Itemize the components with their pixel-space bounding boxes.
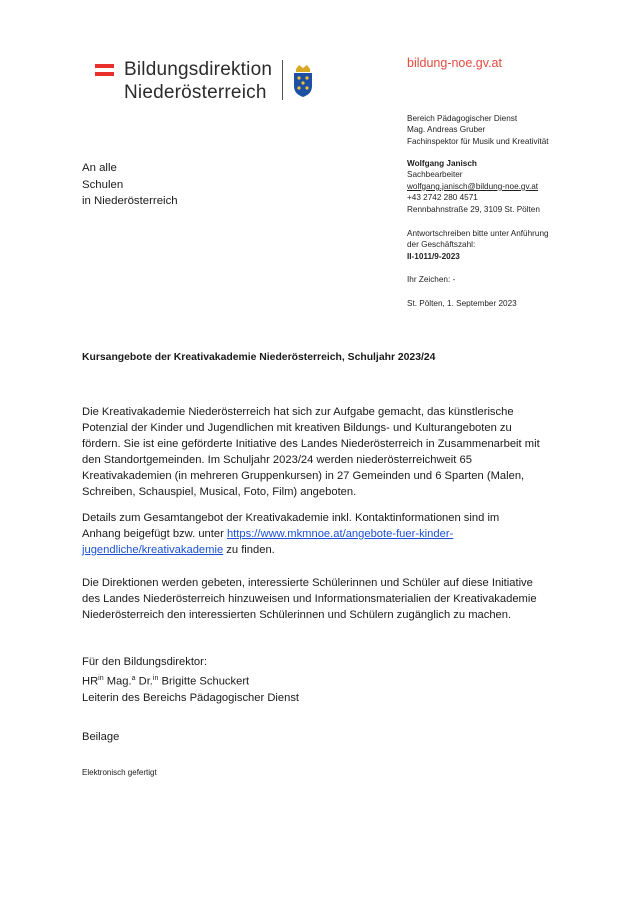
sender-department: Bereich Pädagogischer Dienst [407,114,518,123]
signatory-surname: Brigitte Schuckert [158,675,250,688]
body-line: Die Kreativakademie Niederösterreich hat sich zur Aufgabe gemacht, das künstlerische [82,406,514,418]
contact-block [407,158,540,215]
body-line: Schreiben, Schauspiel, Musical, Foto, Film) angeboten. [82,486,357,498]
kreativakademie-link[interactable]: https://www.mkmnoe.at/angebote-fuer-kinder- [226,528,454,540]
addressee-line: Schulen [82,178,124,191]
reply-line2: der Geschäftszahl: [407,240,476,250]
letter-date: St. Pölten, 1. September 2023 [407,299,517,308]
contact-phone: +43 2742 280 4571 [407,193,478,203]
electronic-signature-note: Elektronisch gefertigt [82,768,157,777]
body-line: fördern. Sie ist eine geförderte Initiative des Landes Niederösterreich in Zusammenarbeit mit [82,438,540,450]
body-line: Potenzial der Kinder und Jugendlichen mit kreativen Bildungs- und Kulturangeboten zu [82,422,512,434]
contact-role: Sachbearbeiter [407,170,463,180]
signatory-name [82,671,299,690]
signatory-role: Leiterin des Bereichs Pädagogischer Dienst [82,692,300,705]
sender-role: Fachinspektor für Musik und Kreativität [407,136,549,146]
body-line: Details zum Gesamtangebot der Kreativakademie inkl. Kontaktinformationen sind im [82,512,500,524]
reference-number: II-1011/9-2023 [407,251,460,261]
addressee-line: in Niederösterreich [82,195,178,207]
body-line [82,526,562,542]
logo-divider [282,60,283,100]
body-text: zu finden. [223,544,275,556]
body-line: des Landes Niederösterreich hinzuweisen und Informationsmaterialien der Kreativakademie [82,593,537,605]
title-sup: in [152,674,159,682]
title-dr: Dr. [135,675,153,688]
body-paragraph-1 [82,404,562,500]
body-paragraph-2 [82,510,562,558]
sender-block [407,113,549,147]
body-line: Niederösterreich den interessierten Schülerinnen und Schülern zugänglich zu machen. [82,609,512,621]
logo-subtitle: Niederösterreich [124,82,267,103]
title-hr: HR [82,675,99,688]
subject-line: Kursangebote der Kreativakademie Niederösterreich, Schuljahr 2023/24 [82,352,436,363]
body-line: Kreativakademien (in mehreren Gruppenkursen) in 27 Gemeinden und 6 Sparten (Malen, [82,470,525,482]
logo-flag-icon [95,64,114,76]
body-paragraph-3 [82,575,562,623]
reply-line1: Antwortschreiben bitte unter Anführung [407,229,549,238]
title-mag: Mag. [103,675,132,688]
signature-intro: Für den Bildungsdirektor: [82,656,207,668]
coat-of-arms-icon [292,62,314,98]
addressee-line: An alle [82,162,117,174]
title-sup: in [98,674,104,682]
enclosure-label: Beilage [82,731,120,743]
signature-block [82,654,299,707]
body-line: den Standortgemeinden. Im Schuljahr 2023/24 werden niederösterreichweit 65 [82,454,472,466]
contact-name: Wolfgang Janisch [407,159,477,168]
body-line: Die Direktionen werden gebeten, interessierte Schülerinnen und Schüler auf diese Initiative [82,577,533,589]
your-reference: Ihr Zeichen: - [407,275,456,284]
website-link[interactable]: bildung-noe.gv.at [407,56,502,70]
body-line [82,542,562,558]
logo-title: Bildungsdirektion [124,59,273,80]
reply-block [407,228,549,262]
addressee-block [82,160,178,210]
kreativakademie-link-continued[interactable]: jugendliche/kreativakademie [82,544,224,556]
body-text: Anhang beigefügt bzw. unter [82,528,227,540]
sender-name: Mag. Andreas Gruber [407,125,486,135]
contact-email[interactable]: wolfgang.janisch@bildung-noe.gv.at [407,181,539,191]
title-sup: a [131,674,136,682]
contact-address: Rennbahnstraße 29, 3109 St. Pölten [407,204,540,214]
